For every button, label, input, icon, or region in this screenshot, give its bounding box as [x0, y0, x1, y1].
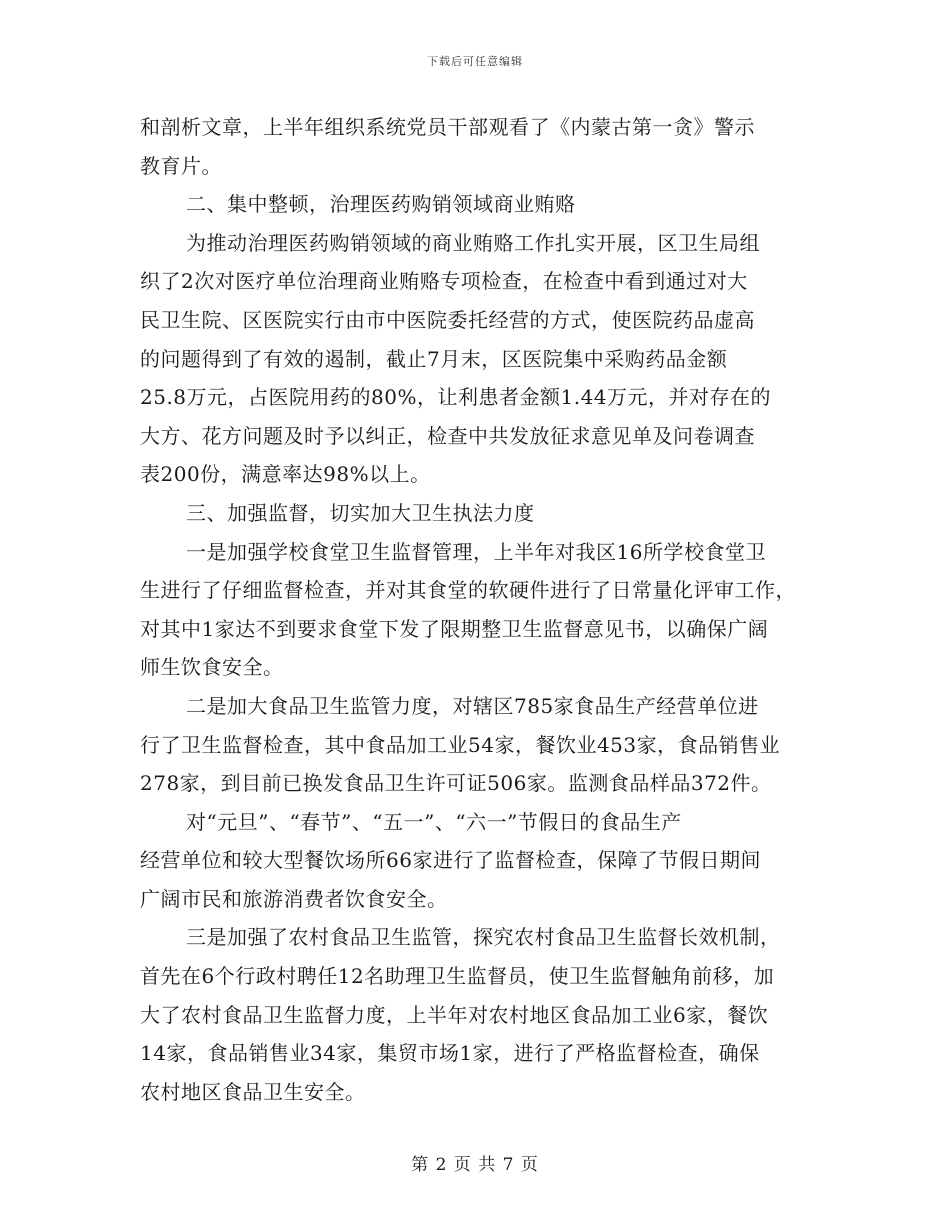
section-heading-3 — [140, 494, 808, 533]
text-line: 织了2次对医疗单位治理商业贿赂专项检查，在检查中看到通过对大 — [140, 269, 748, 294]
text-line: 14家，食品销售业34家，集贸市场1家，进行了严格监督检查，确保 — [140, 1041, 760, 1066]
heading-line: 三、加强监督，切实加大卫生执法力度 — [186, 500, 535, 525]
paragraph-school-canteen — [140, 533, 808, 687]
heading-line: 二、集中整顿，治理医药购销领域商业贿赂 — [186, 192, 576, 217]
paragraph-bribery-inspection — [140, 224, 808, 494]
text-line: 对“元旦”、“春节”、“五一”、“六一”节假日的食品生产 — [186, 809, 682, 834]
document-body — [140, 108, 808, 1111]
text-line: 为推动治理医药购销领域的商业贿赂工作扎实开展，区卫生局组 — [186, 230, 760, 255]
paragraph-holiday-inspection — [140, 803, 808, 919]
text-line: 经营单位和较大型餐饮场所66家进行了监督检查，保障了节假日期间 — [140, 848, 761, 873]
text-line: 二是加大食品卫生监管力度，对辖区785家食品生产经营单位进 — [186, 693, 759, 718]
text-line: 大了农村食品卫生监督力度，上半年对农村地区食品加工业6家，餐饮 — [140, 1002, 769, 1027]
text-line: 25.8万元，占医院用药的80%，让利患者金额1.44万元，并对存在的 — [140, 385, 772, 410]
page-footer: 第 2 页 共 7 页 — [411, 1155, 539, 1175]
text-line: 民卫生院、区医院实行由市中医院委托经营的方式，使医院药品虚高 — [140, 307, 755, 332]
section-heading-2 — [140, 185, 808, 224]
text-line: 农村地区食品卫生安全。 — [140, 1079, 366, 1104]
page-header: 下载后可任意编辑 — [427, 55, 523, 68]
text-line: 大方、花方问题及时予以纠正，检查中共发放征求意见单及问卷调查 — [140, 423, 755, 448]
text-line: 的问题得到了有效的遏制，截止7月末，区医院集中采购药品金额 — [140, 346, 728, 371]
text-line: 和剖析文章，上半年组织系统党员干部观看了《内蒙古第一贪》警示 — [140, 115, 755, 139]
text-line: 生进行了仔细监督检查，并对其食堂的软硬件进行了日常量化评审工作， — [140, 578, 796, 603]
text-line: 行了卫生监督检查，其中食品加工业54家，餐饮业453家，食品销售业 — [140, 732, 781, 757]
paragraph-food-supervision — [140, 687, 808, 803]
text-line: 三是加强了农村食品卫生监管，探究农村食品卫生监督长效机制， — [186, 925, 781, 950]
text-line: 一是加强学校食堂卫生监督管理，上半年对我区16所学校食堂卫 — [186, 539, 766, 564]
text-line: 对其中1家达不到要求食堂下发了限期整卫生监督意见书，以确保广阔 — [140, 616, 769, 641]
paragraph-rural-food — [140, 918, 808, 1111]
paragraph-continuation — [140, 108, 808, 185]
text-line: 表200份，满意率达98%以上。 — [140, 462, 431, 487]
text-line: 278家，到目前已换发食品卫生许可证506家。监测食品样品372件。 — [140, 771, 772, 796]
text-line: 教育片。 — [140, 153, 222, 178]
text-line: 师生饮食安全。 — [140, 655, 284, 680]
text-line: 首先在6个行政村聘任12名助理卫生监督员，使卫生监督触角前移，加 — [140, 964, 775, 989]
text-line: 广阔市民和旅游消费者饮食安全。 — [140, 886, 448, 911]
